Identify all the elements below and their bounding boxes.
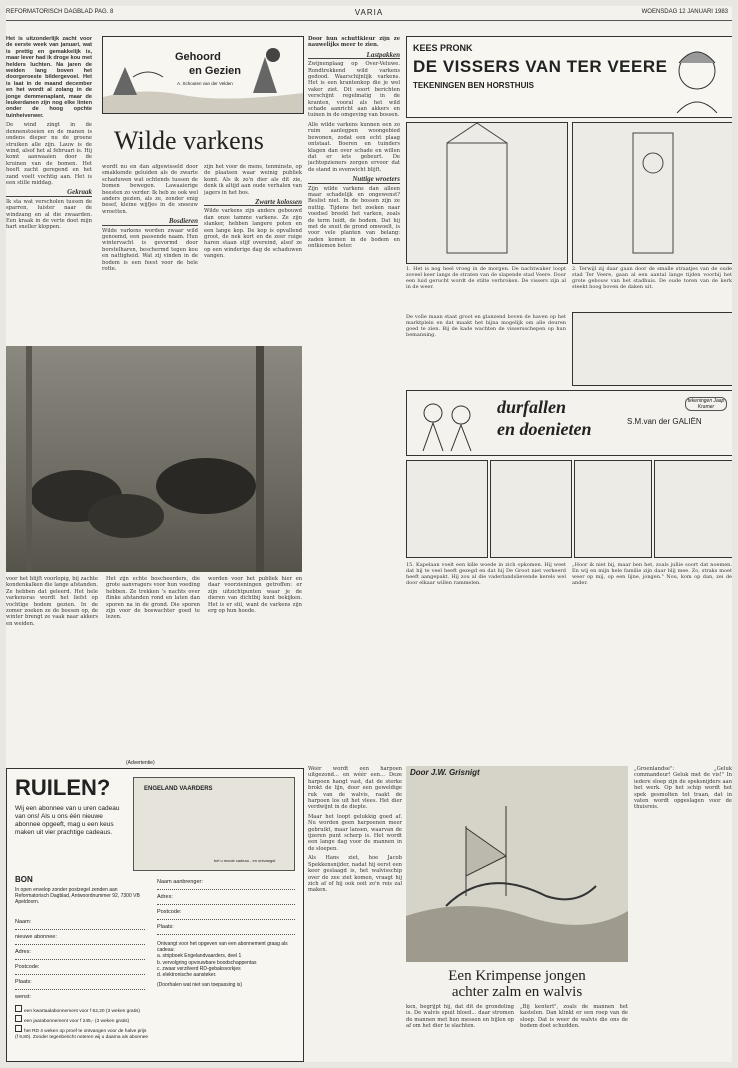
lower-col3 <box>208 576 302 756</box>
krimpense-col3 <box>406 1004 514 1060</box>
wv-col2-text: zijn het voor de mens, tenminste, op de plaatsen waar weinig publiek komt. Als ik zo'n dier als dit zie, denk ik altijd aan oude verhalen van jagers in het bos. <box>204 164 302 196</box>
checkbox-icon[interactable] <box>15 1025 22 1032</box>
children-illustration <box>413 395 483 451</box>
gift-b[interactable]: b. vervolgring opvouwbare boodschappentas <box>157 959 257 966</box>
field-postcode[interactable]: Postcode: <box>15 960 145 975</box>
durfallen-panel-2 <box>490 460 572 558</box>
aanbrenger-fields <box>157 875 295 935</box>
nuttige-body: Zijn wilde varkens dan alleen maar schadelijk en ongewenst? Beslist niet. In de bossen zijn ze nuttig. Tijdens het zoeken naar voedsel breekt het varken, zoals de term luidt, de bodem. Dat hij met de snuit de grond omwoelt, is voor vele planten van belang: zaden komen in de bodem en ontkiemen beter. <box>308 185 400 250</box>
krimpense-col1 <box>308 766 402 1060</box>
whale-ship-icon <box>406 766 628 962</box>
gehoord-title-2: en Gezien <box>189 65 241 77</box>
krimpense-col5-text: „Groenlandse": „Geluk commandeur! Geluk met de vis!" In iedere sloep zijn de speksnijders aan het werk. Op het schip wordt het spek gesmolten tot traan, dat in vaten wordt opgeslagen voor de thuisreis. <box>634 766 732 811</box>
gift-choices <box>157 941 295 988</box>
gift-c[interactable]: c. zwaar verzilverd RD-gebaksvorkjes <box>157 965 241 972</box>
newspaper-page <box>6 6 732 1062</box>
subscription-options <box>15 1005 149 1041</box>
page-header <box>6 6 732 21</box>
section-lastpakken: Lastpakken <box>308 52 400 59</box>
gift-a[interactable]: a. stripboek Engelandvaarders, deel 1 <box>157 953 242 960</box>
book-caption: bel u mooie cadeau - en ontvangst <box>214 858 276 863</box>
vissers-subtitle: TEKENINGEN BEN HORSTHUIS <box>413 81 534 90</box>
section-title: VARIA <box>354 8 384 17</box>
durfallen-panel-3 <box>574 460 652 558</box>
bon-fields <box>15 915 145 1004</box>
gekraak-body: Ik sta wat verscholen tussen de sparren, luister naar de windzang en al die zwaarden. Een kraak in de verte doet mijn hart sneller kloppen. <box>6 198 92 231</box>
wv-col1-text: wordt nu en dan afgewisseld door smakkende geluiden als de zwarte schaduwen wat ochtends tussen de bomen bewegen. Lawaaierige beesten zo verder. Ik heb ze ook wel anders gezien, als ze, zonder enig besef, kleine wijfjes in de sneeuw wroetten. <box>102 164 198 215</box>
gift-text: Ontvangt voor het opgeven van een abonnement graag als cadeau: <box>157 941 288 954</box>
section-nuttige: Nuttige wroeters <box>308 176 400 183</box>
field-aanbrenger-plaats[interactable]: Plaats: <box>157 920 295 935</box>
krimpense-col2-text: Als Hans ziet, hoe Jacob Spekkensnijder, nadat hij eerst een keer geslaagd is, het walvisschip over de zee ziet komen, vraagt hij zich af of hij ook ooit zo'n reis zal maken. <box>308 855 402 894</box>
vissers-caption-1: 1. Het is nog heel vroeg in de morgen. De nachtwaker loopt zoveel keer langs de straten van de slapende stad Veere. Door een luid gerucht wordt de stilte verbroken. De vissers zijn al in de weer. <box>406 266 566 290</box>
krimpense-col1b-text: Maar het loopt gelukkig goed af. Nu worden geen harpoenen meer gebruikt, maar lansen, waarvan de ijzeren punt scherp is. Het wordt een lange dag voor de mannen in de sloepen. <box>308 813 402 852</box>
vissers-header <box>406 36 732 118</box>
vissers-panel-3 <box>572 312 732 386</box>
field-aanbrenger-postcode[interactable]: Postcode: <box>157 905 295 920</box>
intro-lead: Het is uitzonderlijk zacht voor de eerste week van januari, wat is prettig en gemakkelijk is, maar lever had ik droge kou met helders luchten. Na jaren de weiden lang boven het doorgeroeste bildergevoel. Het is laat in de maand december en het wordt al zolang in de jonge demmenaplant, maar de leukerdanen zijn nog elke linten onder de hoog opchte tuinheiverwer. <box>6 36 92 119</box>
advertentie-label: (Advertentie) <box>126 760 155 766</box>
whaling-illustration <box>406 766 628 962</box>
header-left: REFORMATORISCH DAGBLAD PAG. 8 <box>6 9 114 15</box>
field-aanbrenger-adres[interactable]: Adres: <box>157 890 295 905</box>
lower-col1 <box>6 576 98 756</box>
bon-title: BON <box>15 875 33 884</box>
lower-col2 <box>106 576 200 756</box>
field-naam[interactable]: Naam: <box>15 915 145 930</box>
boy-portrait-icon <box>667 41 727 113</box>
book-label: ENGELAND VAARDERS <box>144 786 213 792</box>
lower-col3-text: worden voor het publiek hier en daar voorzieningen getroffen: er zijn uitzichtpunten waar je de dieren van dichtbij kunt bekijken. Het is er stil, want de varkens zijn erg op hun hoede. <box>208 576 302 615</box>
durfallen-header <box>406 390 732 456</box>
option-kwartaal-label: een kwartaalabonnement voor f 62,20 (3 weken gratis) <box>24 1009 140 1014</box>
vissers-panel-2 <box>572 122 732 264</box>
krimpense-col4 <box>520 1004 628 1060</box>
durfallen-title-2: en doenieten <box>497 419 592 439</box>
option-proef[interactable] <box>15 1025 149 1041</box>
lower-col2-text: Het zijn echte boscheerders, die grote aanvragers voor hun voeding hebben. Ze trekken 's nachts over flinke afstanden rond en laten dan sporen na in de grond. Die sporen zijn voor de boswachter goed te lezen. <box>106 576 200 621</box>
ruilen-intro: Wij een abonnee van u uren cadeau van ons! Als u ons één nieuwe abonnee opgeeft, mag u een keus maken uit vier prachtige cadeaus. <box>15 805 120 836</box>
krimpense-byline: Door J.W. Grisnigt <box>410 768 480 777</box>
wenst-label: wenst: <box>15 994 31 1000</box>
durfallen-title-1: durfallen <box>497 397 567 417</box>
header-date: WOENSDAG 12 JANUARI 1983 <box>641 9 728 15</box>
field-adres[interactable]: Adres: <box>15 945 145 960</box>
ruilen-ad <box>6 768 304 1062</box>
checkbox-icon[interactable] <box>15 1005 22 1012</box>
field-plaats[interactable]: Plaats: <box>15 975 145 990</box>
lastpakken-intro: Door hun schuttkleur zijn ze nauwelijks meer te zien. <box>308 36 400 49</box>
option-jaar[interactable] <box>15 1015 149 1025</box>
gifts-image <box>133 777 295 871</box>
wilde-varkens-col2 <box>204 164 302 346</box>
durfallen-tag: tekeningen Jaap Kramer <box>685 397 727 411</box>
vissers-title: DE VISSERS VAN TER VEERE <box>413 57 668 76</box>
durfallen-panel-4 <box>654 460 732 558</box>
wilde-varkens-col1 <box>102 164 198 346</box>
option-kwartaal[interactable] <box>15 1005 149 1015</box>
option-proef-label: het RD 4 weken op proef te ontvangen voor de halve prijs (f 9,80). Zonder tegenbericht noteren wij u daarna als abonnee <box>15 1029 149 1040</box>
section-zwarte-kolossen: Zwarte kolossen <box>204 199 302 206</box>
krimpense-col3-text: ken, begrijpt hij, dat dit de grondeling is. De walvis spuit bloed... daar stromen de mannen met hun messen en bijlen op af om het dier te slachten. <box>406 1004 514 1030</box>
gehoord-logo <box>102 36 304 114</box>
durfallen-caption-right: „Hoor ik niet bij, maar ben het, zoals jullie soort dat noemen. En wij en mijn hele familie zijn daar blij mee. Zo, straks moet weer op mij, op een lijne, jongen." Nou, kom op dan, zei de ander. <box>572 562 732 586</box>
vissers-caption-2: 2. Terwijl zij daar gaan door de smalle straatjes van de oude stad Ter Veere, gaan al een aantal lange tijden voorbij het grote gebouw van het stadhuis. De oude toren van de kerk steekt hoog boven de daken uit. <box>572 266 732 290</box>
vissers-panel-1 <box>406 122 568 264</box>
wild-boar-photo <box>6 346 302 572</box>
krimpense-col5 <box>634 766 732 1060</box>
vissers-caption-3: De volle maan staat groot en glanzend boven de haven op het marktplein en dat maakt het bijna mogelijk om alle deuren goed te zien. Bij de kade wachten de vissersschepen op hun bemanning. <box>406 314 566 338</box>
wv-col1-body: Wilde varkens worden zwaar wild genoemd, een passende naam. Hun wintervacht is gevormd door borstelharen, beschermd tegen kou en nattigheid. Wat zij vinden in de bodem is een feest voor de hele rotte. <box>102 227 198 273</box>
lastpakken-body2: Alle wilde varkens kunnen een zo ruim aanlegpen woongebied bewonen, zodat een echt plaag ontstaat. Boeren en tuinders klagen dan over schade en willen dat er iets gebeurt. De jachtopzieners zorgen ervoor dat de stand in evenwicht blijft. <box>308 121 400 173</box>
krimpense-headline-2: achter zalm en walvis <box>451 984 583 1000</box>
intro-body: De wind zingt in de dennenstoeien en de manen is ondens dieper nu de groene struiken alle zijn. Lauw is de wind, alsof het al februari is. Hij komt aanwaaien door de kruinen van de bomen. Het heeft zacht geregend en het zand voelt vochtig aan. Het is een stille middag. <box>6 122 92 186</box>
bon-text: In open envelop zonder postzegel zenden aan Reformatorisch Dagblad, Antwoordnummer 92, 7300 VB Apeldoorn. <box>15 887 140 905</box>
krimpense-headline-1: Een Krimpense jongen <box>448 968 586 984</box>
krimpense-col4-text: „Bij kentert", zoals de mannen het kastelen. Dan klinkt er een roep van de sloep. Dat is weer de walvis die ons de bodem doet schudden. <box>520 1004 628 1030</box>
krimpense-col1-text: Wéér wordt een harpoen uitgezond... en wéér een... Deze harpoen hangt vast, dat de sterke brokt de lijn, door een geweldige ruk van de walvis, raakt de harpoen los uit het vlees. Het dier verdwijnt in de diepte. <box>308 766 402 811</box>
option-jaar-label: een jaarabonnement voor f 245,- (3 weken gratis) <box>24 1019 130 1024</box>
durfallen-caption-left: 15. Kapelaan voelt een kille woede in zich opkomen. Hij weet dat hij te veel heeft gezegd en dat hij De Groot niet verkeerd heeft aangepakt. Hij zou al die vaderlandslievende kerels wel door elkaar willen rammelen. <box>406 562 566 586</box>
gift-d[interactable]: d. elektronische aansteker. <box>157 972 217 979</box>
durfallen-author: S.M.van der GALIËN <box>627 417 702 426</box>
wilde-varkens-headline: Wilde varkens <box>114 126 264 155</box>
gehoord-byline: A. Schouten van der Velden <box>177 81 233 86</box>
wv-col2-body: Wilde varkens zijn anders gebouwd dan onze tamme varkens. Ze zijn slanker, hebben langere poten en een lange kop. De kop is opvallend groot, de nek kort en de zeer ruige haren staan stijf overeind, alsof ze op een winderige dag de schaduwen vangen. <box>204 208 302 260</box>
vissers-kicker: KEES PRONK <box>413 43 473 53</box>
section-bosdieren: Bosdieren <box>102 218 198 225</box>
gehoord-title-1: Gehoord <box>175 51 221 63</box>
section-gekraak: Gekraak <box>6 189 92 196</box>
lower-col1-text: voor het blijft voorlopig, bij zachte kondenkalken die lange afstanden. Ze hebben dat geleerd. Het hele varkensras wordt het liefst op vochtige bodem gezien. In de zomer zoeken ze de bossen op, de winter brengt ze vaak naar akkers en weiden. <box>6 576 98 627</box>
field-nieuwe-abonnee[interactable]: nieuwe abonnee: <box>15 930 145 945</box>
krimpense-headline <box>406 968 628 1000</box>
checkbox-icon[interactable] <box>15 1015 22 1022</box>
ruilen-title: RUILEN? <box>15 775 111 800</box>
middle-column <box>308 36 400 756</box>
lastpakken-body: Zwijnenplaag op Over-Veluwe. Rondtrekkend wild varkens gedood. Waarschijnlijk varkens. Het is een krantenkop die je wel vaker ziet. Dit soort berichten verschijnt regelmatig in de kranten, vooral als het wild schade aanricht aan akkers en tuinen in de omgeving van bossen. <box>308 61 400 119</box>
field-aanbrenger-naam[interactable]: Naam aanbrenger: <box>157 875 295 890</box>
gift-note: (Doorhalen wat niet van toepassing is) <box>157 982 243 989</box>
durfallen-panel-1 <box>406 460 488 558</box>
intro-column <box>6 36 92 286</box>
boar-icon <box>6 346 302 572</box>
